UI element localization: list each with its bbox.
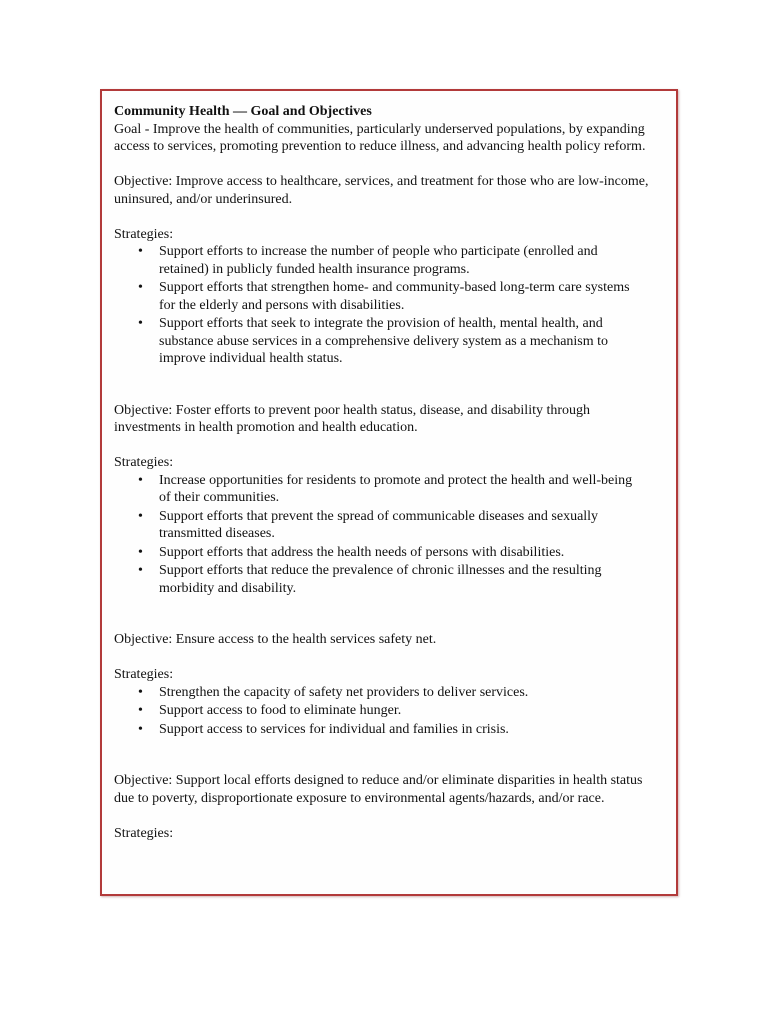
list-item: • Increase opportunities for residents to promote and protect the health and well-being of their communities.	[138, 472, 633, 505]
bullet-icon: •	[138, 563, 143, 578]
bullet-icon: •	[138, 472, 143, 488]
objective-1-text: Objective: Improve access to healthcare, services, and treatment for those who are low-income, uninsured, and/or underinsured.	[114, 174, 649, 207]
list-item: • Support efforts that strengthen home- and community-based long-term care systems for the elderly and persons with disabilities.	[138, 280, 630, 313]
strategies-label: Strategies:	[114, 226, 174, 242]
list-item: • Support efforts that seek to integrate the provision of health, mental health, and substance abuse services in a comprehensive delivery system as a mechanism to improve individual health status.	[138, 316, 609, 366]
strategy-list-1	[114, 243, 654, 368]
list-item: • Support efforts that reduce the prevalence of chronic illnesses and the resulting morbidity and disability.	[138, 563, 602, 596]
strategy-list-3	[114, 684, 654, 739]
bullet-icon: •	[138, 703, 143, 718]
objective-3-text: Objective: Ensure access to the health services safety net.	[114, 632, 437, 647]
strategies-label: Strategies:	[114, 825, 174, 841]
list-item: • Support efforts that address the health needs of persons with disabilities.	[138, 544, 565, 560]
strategies-label: Strategies:	[114, 667, 174, 682]
objective-4-text: Objective: Support local efforts designed to reduce and/or eliminate disparities in health status due to poverty, disproportionate exposure to environmental agents/hazards, and/or race.	[114, 773, 643, 806]
list-item: • Support access to services for individual and families in crisis.	[138, 721, 509, 737]
document-title: Community Health — Goal and Objectives	[114, 104, 372, 119]
list-item: • Support access to food to eliminate hunger.	[138, 703, 402, 718]
bullet-icon: •	[138, 544, 143, 560]
bullet-icon: •	[138, 316, 143, 331]
strategies-label: Strategies:	[114, 455, 174, 470]
bullet-icon: •	[138, 280, 143, 295]
list-item: • Strengthen the capacity of safety net providers to deliver services.	[138, 684, 529, 700]
document-box	[100, 89, 678, 896]
objective-2-text: Objective: Foster efforts to prevent poor health status, disease, and disability through investments in health promotion and health education.	[114, 402, 591, 435]
bullet-icon: •	[138, 244, 143, 259]
list-item: • Support efforts that prevent the spread of communicable diseases and sexually transmitted diseases.	[138, 508, 599, 541]
bullet-icon: •	[138, 684, 143, 700]
goal-text: Goal - Improve the health of communities, particularly underserved populations, by expanding access to services, promoting prevention to reduce illness, and advancing health policy reform.	[114, 121, 646, 154]
list-item: • Support efforts to increase the number of people who participate (enrolled and retained) in publicly funded health insurance programs.	[138, 244, 598, 277]
strategy-list-2	[114, 472, 654, 598]
bullet-icon: •	[138, 508, 143, 524]
document-content	[114, 103, 654, 842]
bullet-icon: •	[138, 721, 143, 737]
